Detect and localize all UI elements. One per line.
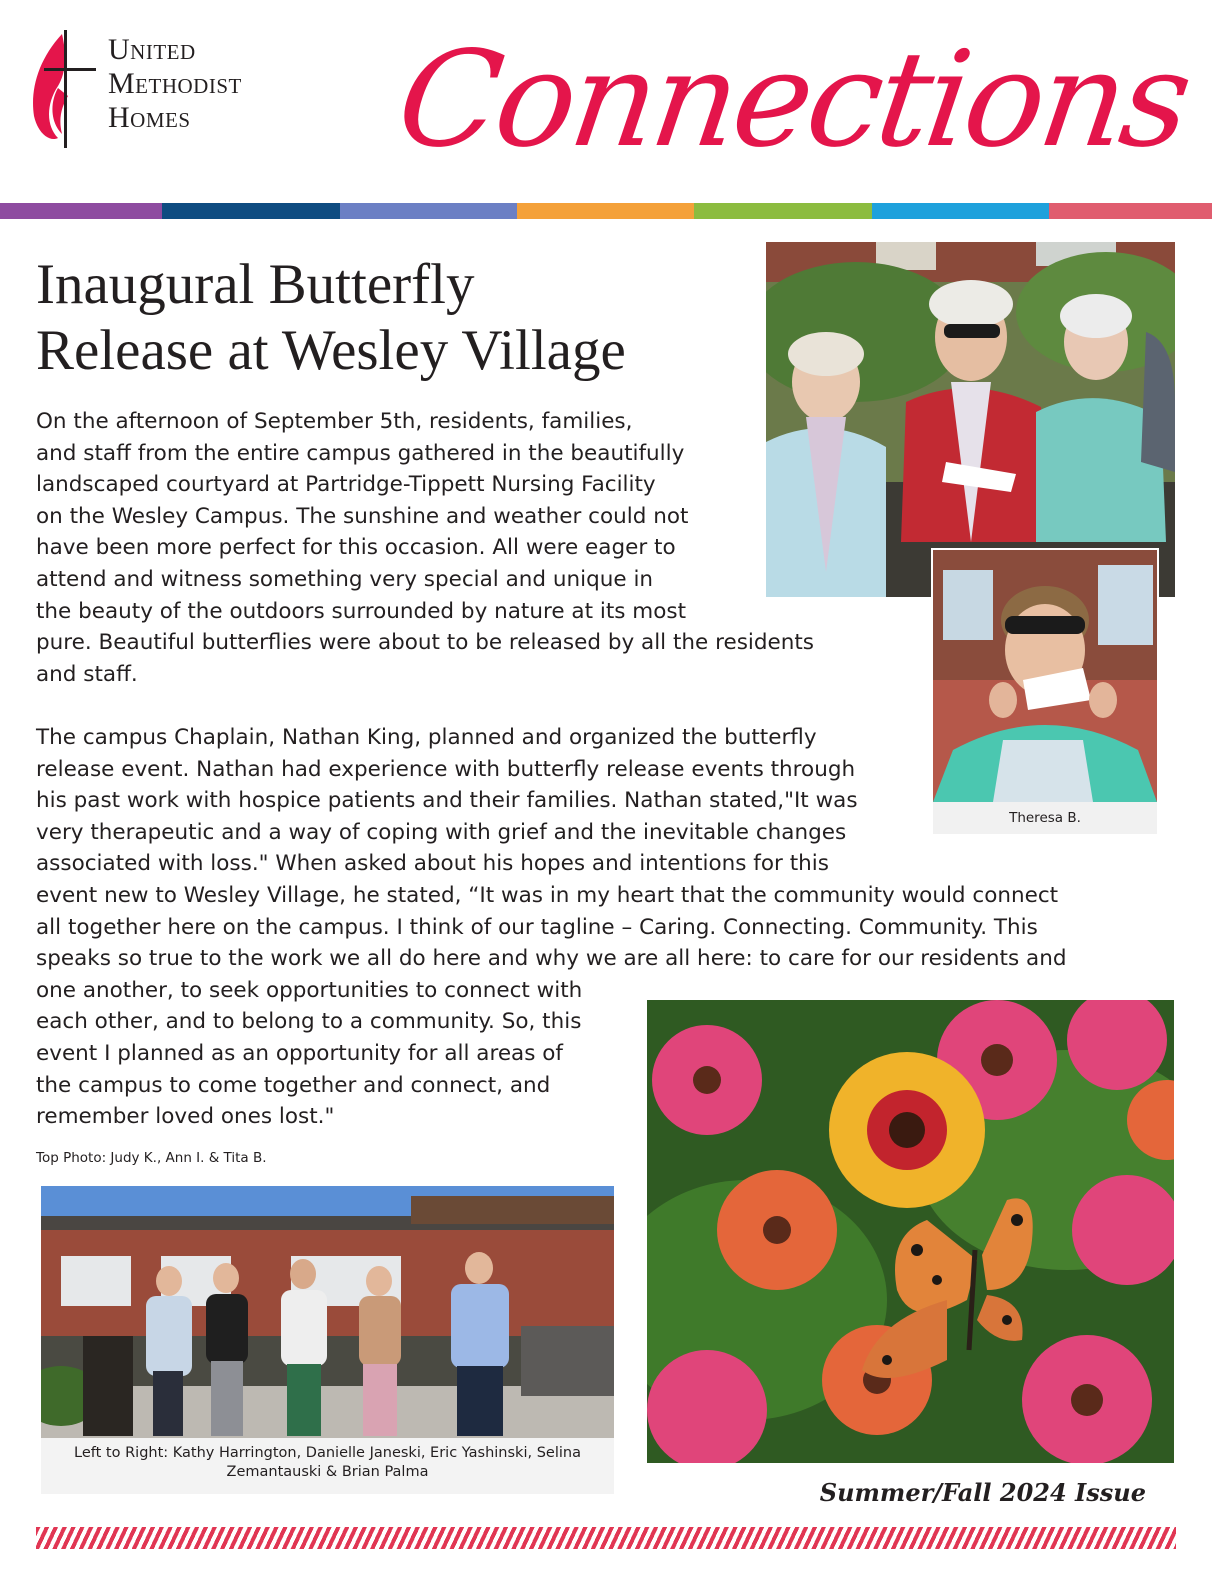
paragraph-line: associated with loss." When asked about his hopes and intentions for this: [36, 851, 829, 877]
group-caption-line-1: Left to Right: Kathy Harrington, Danielle Janeski, Eric Yashinski, Selina: [74, 1445, 581, 1461]
paragraph-line: one another, to seek opportunities to connect with: [36, 977, 583, 1003]
group-photo-caption: [41, 1438, 614, 1494]
paragraph-line: landscaped courtyard at Partridge-Tippett Nursing Facility: [36, 472, 656, 498]
paragraph-line: each other, and to belong to a community. So, this: [36, 1009, 582, 1035]
paragraph-line: speaks so true to the work we all do here and why we are all here: to care for our residents and: [36, 946, 1067, 972]
paragraph-line: and staff from the entire campus gathered in the beautifully: [36, 440, 685, 466]
paragraph-line: event new to Wesley Village, he stated, “It was in my heart that the community would connect: [36, 882, 1059, 908]
paragraph-line: very therapeutic and a way of coping with grief and the inevitable changes: [36, 819, 847, 845]
paragraph-line: the campus to come together and connect, and: [36, 1072, 551, 1098]
headline-line-1: Inaugural Butterfly: [36, 253, 475, 316]
logo-cross-flame-icon: [28, 30, 100, 148]
theresa-caption: Theresa B.: [933, 802, 1157, 834]
paragraph-line: remember loved ones lost.": [36, 1104, 335, 1130]
paragraph-line: the beauty of the outdoors surrounded by nature at its most: [36, 598, 687, 624]
article-paragraph-1: [36, 406, 814, 690]
top-photo-caption: Top Photo: Judy K., Ann I. & Tita B.: [36, 1150, 267, 1166]
residents-photo: [766, 242, 1175, 597]
article-headline: [36, 252, 736, 384]
issue-label: Summer/Fall 2024 Issue: [819, 1478, 1146, 1507]
masthead-title: Connections: [389, 23, 1197, 177]
group-photo: [41, 1186, 614, 1438]
paragraph-line: have been more perfect for this occasion. All were eager to: [36, 535, 676, 561]
paragraph-line: release event. Nathan had experience with butterfly release events through: [36, 756, 856, 782]
color-bar-segment: [340, 203, 517, 219]
color-bar-segment: [162, 203, 340, 219]
rainbow-color-bar: [0, 203, 1212, 219]
color-bar-segment: [0, 203, 162, 219]
color-bar-segment: [872, 203, 1049, 219]
paragraph-line: The campus Chaplain, Nathan King, planned and organized the butterfly: [36, 725, 817, 750]
headline-line-2: Release at Wesley Village: [36, 319, 626, 382]
paragraph-line: attend and witness something very special and unique in: [36, 566, 654, 592]
logo-line-1: United: [108, 33, 196, 66]
paragraph-line: his past work with hospice patients and their families. Nathan stated,"It was: [36, 788, 858, 814]
color-bar-segment: [1049, 203, 1212, 219]
paragraph-line: event I planned as an opportunity for all areas of: [36, 1040, 563, 1066]
logo-wordmark: [108, 33, 242, 135]
butterfly-flowers-photo: [647, 1000, 1174, 1463]
group-caption-line-2: Zemantauski & Brian Palma: [226, 1464, 429, 1480]
paragraph-line: On the afternoon of September 5th, residents, families,: [36, 409, 633, 434]
paragraph-line: pure. Beautiful butterflies were about to be released by all the residents: [36, 630, 814, 656]
paragraph-line: on the Wesley Campus. The sunshine and weather could not: [36, 503, 689, 529]
paragraph-line: all together here on the campus. I think of our tagline – Caring. Connecting. Community. This: [36, 914, 1038, 940]
paragraph-line: and staff.: [36, 661, 138, 687]
color-bar-segment: [517, 203, 694, 219]
logo-line-3: Homes: [108, 101, 191, 134]
logo-line-2: Methodist: [108, 67, 242, 100]
decorative-stripe-bar: [36, 1527, 1176, 1549]
color-bar-segment: [694, 203, 872, 219]
theresa-photo: [933, 550, 1157, 802]
